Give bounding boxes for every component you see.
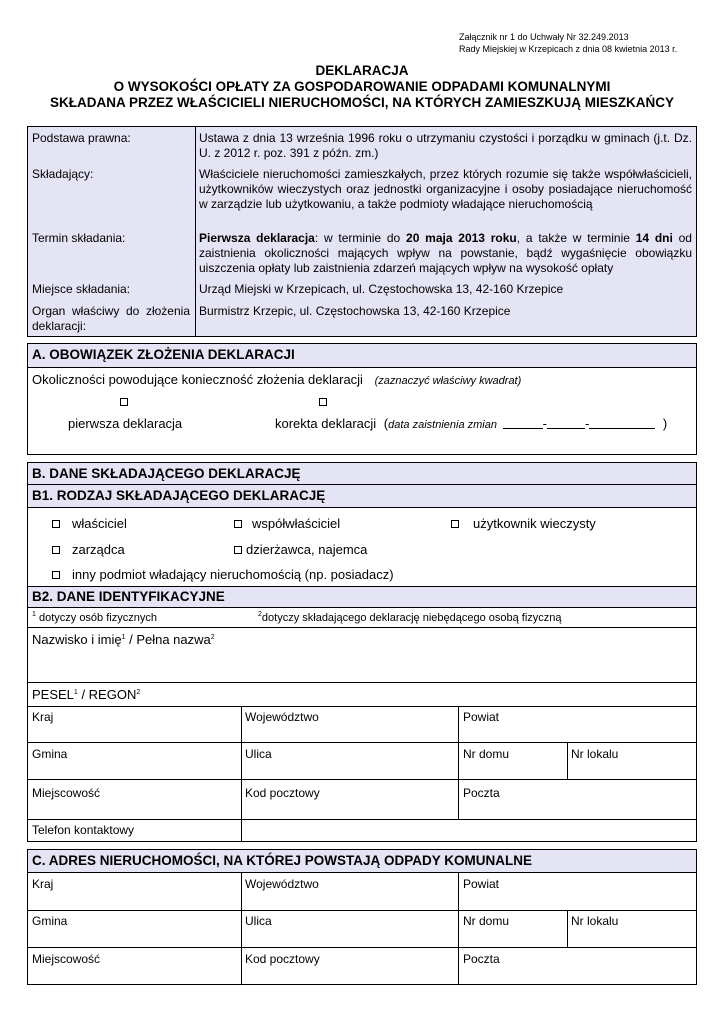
c-street-label: Ulica <box>245 914 272 928</box>
c-city-label: Miejscowość <box>32 952 101 966</box>
correction-label: korekta deklaracji (data zaistnienia zmian - - ) <box>275 416 668 431</box>
correction-day-field[interactable] <box>503 418 543 429</box>
b-house-no-label: Nr domu <box>463 747 510 761</box>
b-country-label: Kraj <box>32 710 54 724</box>
manager-option[interactable]: zarządca <box>52 542 125 558</box>
c-post-label: Poczta <box>463 952 500 966</box>
form-subtitle-2: SKŁADANA PRZEZ WŁAŚCICIELI NIERUCHOMOŚCI, NA KTÓRYCH ZAMIESZKUJĄ MIESZKAŃCY <box>50 95 674 110</box>
coowner-checkbox[interactable] <box>234 520 242 528</box>
section-c-title: C. ADRES NIERUCHOMOŚCI, NA KTÓREJ POWSTAJĄ ODPADY KOMUNALNE <box>32 853 533 868</box>
c-flat-no-label: Nr lokalu <box>571 914 619 928</box>
tenant-option[interactable]: dzierżawca, najemca <box>234 542 367 558</box>
name-field-label: Nazwisko i imię$^1$ / Pełna nazwa$^2$ <box>32 632 215 647</box>
perpetual-user-checkbox[interactable] <box>451 520 459 528</box>
pesel-field-label: PESEL$^1$ / REGON$^2$ <box>32 687 141 702</box>
filer-value: Właściciele nieruchomości zamieszkałych, przez których rozumie się także współwłaścicieli, użytkowników wieczystych oraz jednostki organizacyjne i osoby posiadające nieruchomość w zarządzie lub użytkowaniu, a także podmioty władające nieruchomością <box>199 167 692 211</box>
b-city-label: Miejscowość <box>32 786 101 800</box>
section-b2-title: B2. DANE IDENTYFIKACYJNE <box>32 589 225 604</box>
circumstances-label: Okoliczności powodujące konieczność złożenia deklaracji (zaznaczyć właściwy kwadrat) <box>32 372 522 387</box>
first-declaration-checkbox[interactable] <box>120 398 128 406</box>
section-a-title: A. OBOWIĄZEK ZŁOŻENIA DEKLARACJI <box>32 347 295 362</box>
section-b-title: B. DANE SKŁADAJĄCEGO DEKLARACJĘ <box>32 466 301 481</box>
annex-line-2: Rady Miejskiej w Krzepicach z dnia 08 kwietnia 2013 r. <box>459 44 678 54</box>
section-b1-title: B1. RODZAJ SKŁADAJĄCEGO DEKLARACJĘ <box>32 488 326 503</box>
b-postcode-label: Kod pocztowy <box>245 786 320 800</box>
legal-basis-value: Ustawa z dnia 13 września 1996 roku o utrzymaniu czystości i porządku w gminach (j.t. Dz. U. z 2012 r. poz. 391 z późn. zm.) <box>199 131 692 160</box>
b-voivodeship-label: Województwo <box>245 710 319 724</box>
footnote-2: $^2$dotyczy składającego deklarację niebędącego osobą fizyczną <box>258 611 562 624</box>
b-county-label: Powiat <box>463 710 500 724</box>
manager-checkbox[interactable] <box>52 546 60 554</box>
circumstances-hint: (zaznaczyć właściwy kwadrat) <box>374 375 522 387</box>
b-commune-label: Gmina <box>32 747 68 761</box>
place-value: Urząd Miejski w Krzepicach, ul. Częstochowska 13, 42-160 Krzepice <box>199 282 564 296</box>
b-flat-no-label: Nr lokalu <box>571 747 619 761</box>
b-street-label: Ulica <box>245 747 272 761</box>
other-holder-checkbox[interactable] <box>52 571 60 579</box>
c-county-label: Powiat <box>463 877 500 891</box>
perpetual-user-option[interactable]: użytkownik wieczysty <box>451 516 596 532</box>
c-commune-label: Gmina <box>32 914 68 928</box>
b-phone-label: Telefon kontaktowy <box>32 823 135 837</box>
name-input-area[interactable] <box>27 648 697 682</box>
form-title: DEKLARACJA <box>315 63 409 78</box>
authority-value: Burmistrz Krzepic, ul. Częstochowska 13, 42-160 Krzepice <box>199 304 511 318</box>
form-subtitle-1: O WYSOKOŚCI OPŁATY ZA GOSPODAROWANIE ODPADAMI KOMUNALNYMI <box>113 79 611 94</box>
legal-basis-label: Podstawa prawna: <box>32 131 131 145</box>
authority-label: Organ właściwy do złożenia deklaracji: <box>32 304 190 333</box>
b-post-label: Poczta <box>463 786 500 800</box>
deadline-value: Pierwsza deklaracja: w terminie do 20 maja 2013 roku, a także w terminie 14 dni od zaistnienia okoliczności mających wpływ na powstanie, bądź wygaśnięcie obowiązku uiszczenia opłaty lub zaistnienia zdarzeń mających wpływ na wysokość opłaty <box>199 231 692 275</box>
owner-option[interactable]: właściciel <box>52 516 127 532</box>
annex-note <box>459 31 677 55</box>
c-postcode-label: Kod pocztowy <box>245 952 320 966</box>
correction-checkbox[interactable] <box>319 398 327 406</box>
correction-date-label: data zaistnienia zmian <box>388 419 497 431</box>
filer-label: Składający: <box>32 167 94 181</box>
footnote-1: $^1$ dotyczy osób fizycznych <box>32 611 157 624</box>
first-declaration-label: pierwsza deklaracja <box>68 416 183 431</box>
annex-line-1: Załącznik nr 1 do Uchwały Nr 32.249.2013 <box>459 32 629 42</box>
correction-year-field[interactable] <box>589 418 655 429</box>
c-country-label: Kraj <box>32 877 54 891</box>
place-label: Miejsce składania: <box>32 282 131 296</box>
owner-checkbox[interactable] <box>52 520 60 528</box>
coowner-option[interactable]: współwłaściciel <box>234 516 340 532</box>
c-voivodeship-label: Województwo <box>245 877 319 891</box>
correction-month-field[interactable] <box>547 418 585 429</box>
c-house-no-label: Nr domu <box>463 914 510 928</box>
tenant-checkbox[interactable] <box>234 546 242 554</box>
other-holder-option[interactable]: inny podmiot władający nieruchomością (np. posiadacz) <box>52 567 394 583</box>
deadline-label: Termin składania: <box>32 231 126 245</box>
